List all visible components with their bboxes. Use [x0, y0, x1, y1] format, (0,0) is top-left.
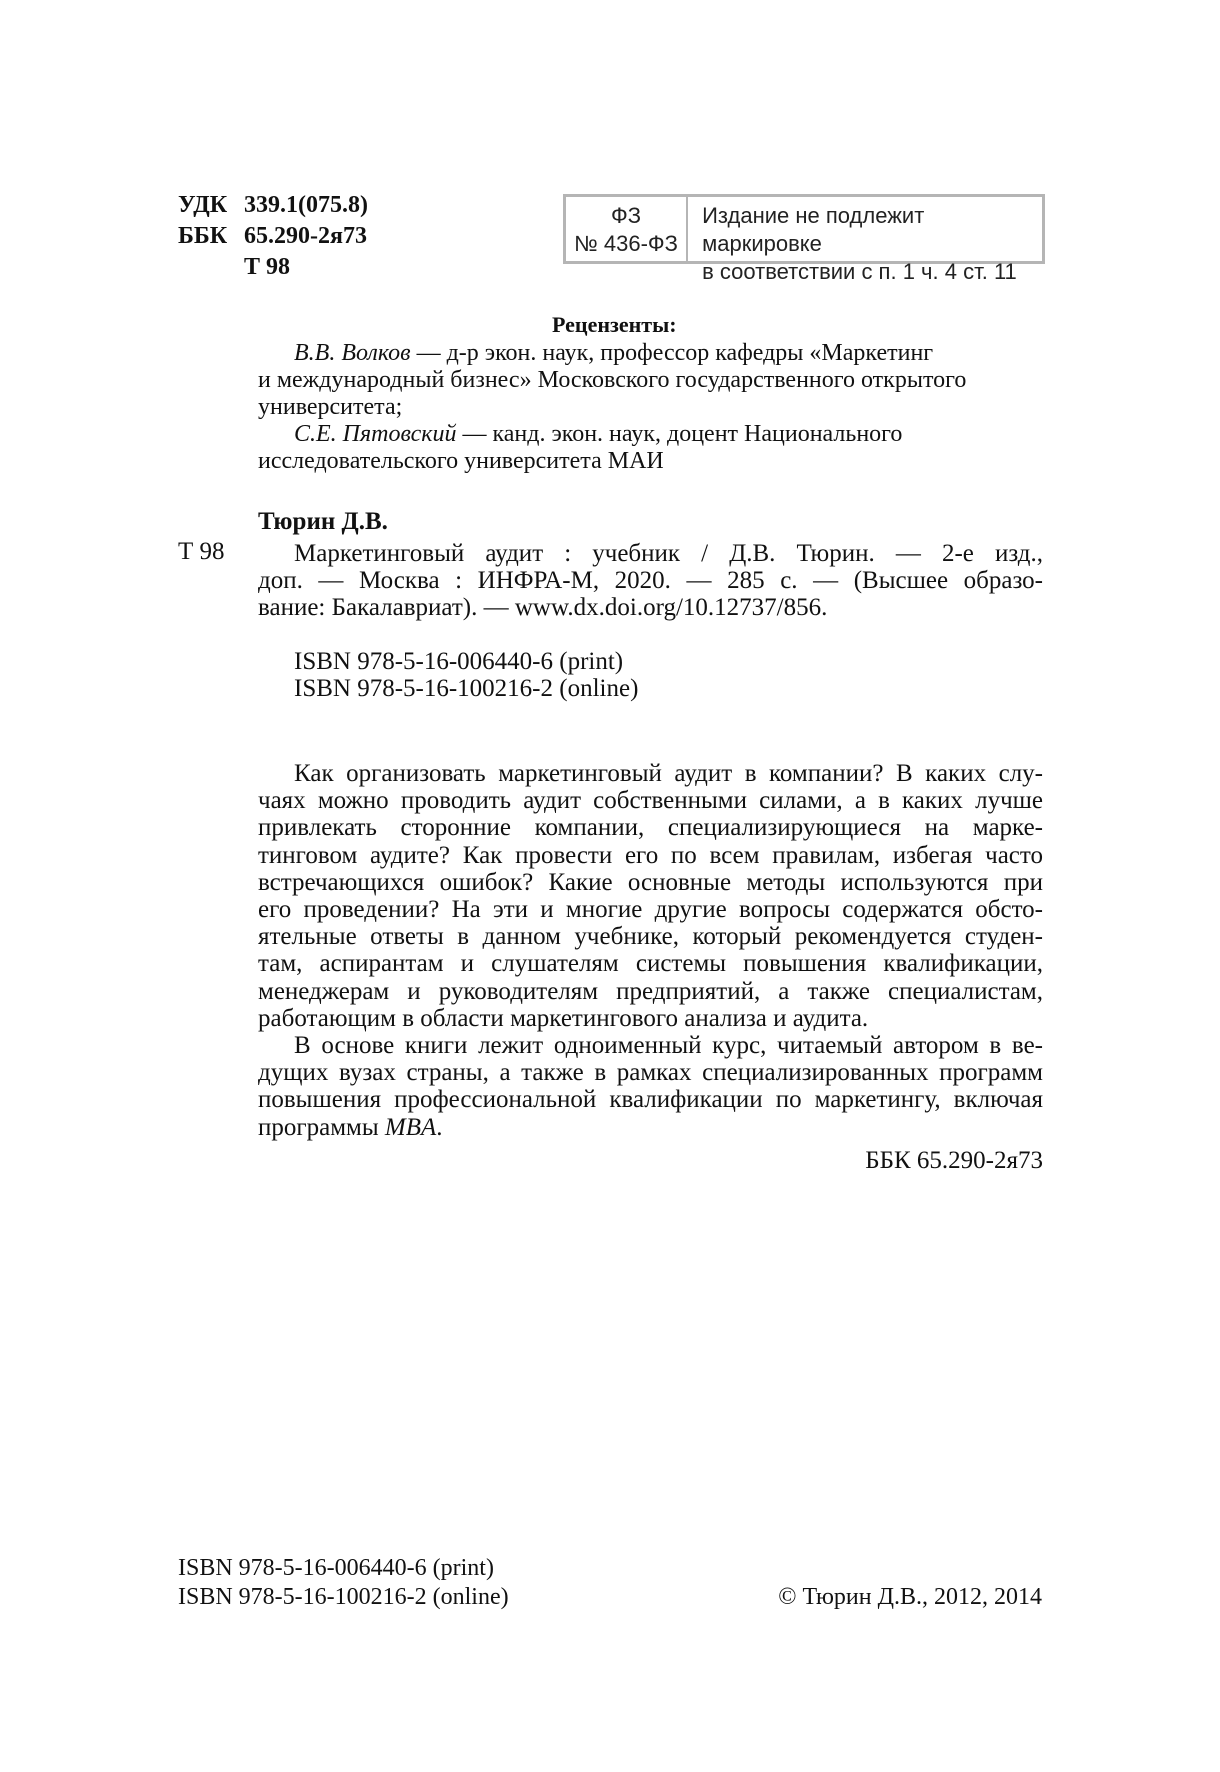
footer-isbn-print: ISBN 978-5-16-006440-6 (print) [178, 1555, 494, 1581]
annotation-p2-last-line: программы MBA. [258, 1113, 443, 1141]
footer-isbn-online: ISBN 978-5-16-100216-2 (online) [178, 1584, 509, 1610]
reviewer-1-name: В.В. Волков [294, 340, 411, 366]
reviewer-1-line-3: университета; [258, 394, 403, 420]
reviewer-2-line-1: С.Е. Пятовский — канд. экон. наук, доцент Национального [294, 421, 903, 447]
annotation-p1-line: его проведении? На эти и многие другие вопросы содержатся обсто- [258, 896, 1043, 924]
bbk-row [178, 221, 368, 252]
annotation-p1-line: работающим в области маркетингового анализа и аудита. [258, 1004, 869, 1032]
udk-row [178, 190, 368, 221]
author-mark: Т 98 [244, 254, 291, 280]
entry-line-2: доп. — Москва : ИНФРА-М, 2020. — 285 с. — (Высшее образо- [258, 567, 1043, 595]
annotation-p1-line: там, аспирантам и слушателям системы повышения квалификации, [258, 950, 1043, 978]
law-cell [566, 197, 688, 261]
entry-isbn-online: ISBN 978-5-16-100216-2 (online) [294, 674, 639, 702]
footer-copyright: © Тюрин Д.В., 2012, 2014 [778, 1584, 1042, 1610]
annotation-bbk: ББК 65.290-2я73 [865, 1146, 1043, 1174]
annotation-p1-line: тинговом аудите? Как провести его по всем правилам, избегая часто [258, 841, 1043, 869]
reviewers-list [258, 340, 1058, 475]
entry-line-1: Маркетинговый аудит : учебник / Д.В. Тюрин. — 2-е изд., [294, 540, 1043, 567]
entry-line-3: вание: Бакалавриат). — www.dx.doi.org/10.12737/856. [258, 594, 828, 622]
annotation-p2-line: дущих вузах страны, а также в рамках специализированных программ [258, 1059, 1043, 1087]
annotation-p2-line: В основе книги лежит одноименный курс, читаемый автором в ве- [294, 1032, 1043, 1060]
annotation-p1-line: привлекать сторонние компании, специализирующиеся на марке- [258, 814, 1043, 842]
reviewer-2-name: С.Е. Пятовский [294, 421, 457, 447]
annotation-p2-line: повышения профессиональной квалификации по маркетингу, включая [258, 1086, 1043, 1114]
note-line-2: в соответствии с п. 1 ч. 4 ст. 11 [702, 259, 1017, 284]
annotation-p1-line: ятельные ответы в данном учебнике, который рекомендуется студен- [258, 923, 1043, 951]
entry-author: Тюрин Д.В. [258, 508, 388, 535]
annotation [258, 760, 1043, 1174]
note-cell [688, 197, 1042, 284]
mba-text: MBA [384, 1113, 437, 1141]
footer-isbn [178, 1554, 509, 1612]
annotation-p1-line: Как организовать маркетинговый аудит в компании? В каких слу- [294, 760, 1043, 787]
entry-isbn-print: ISBN 978-5-16-006440-6 (print) [294, 647, 624, 675]
udk-label: УДК [178, 192, 228, 218]
annotation-p1-line: встречающихся ошибок? Какие основные методы используются при [258, 868, 1043, 896]
bbk-value: 65.290-2я73 [244, 223, 367, 249]
entry-description [258, 540, 1043, 702]
reviewers-title: Рецензенты: [552, 312, 677, 337]
annotation-p1-line: чаях можно проводить аудит собственными силами, а в каких лучше [258, 787, 1043, 815]
reviewer-1-line-1: В.В. Волков — д-р экон. наук, профессор кафедры «Маркетинг [294, 340, 934, 366]
law-line-1: ФЗ [611, 203, 642, 228]
reviewer-2-line-2: исследовательского университета МАИ [258, 448, 664, 474]
classification-block [178, 190, 368, 283]
bbk-label: ББК [178, 223, 228, 249]
law-line-2: № 436-ФЗ [574, 231, 678, 256]
author-mark-row [178, 252, 368, 283]
note-line-1: Издание не подлежит маркировке [702, 203, 925, 256]
udk-value: 339.1(075.8) [244, 192, 368, 218]
reviewer-1-line-2: и международный бизнес» Московского государственного открытого [258, 367, 967, 393]
annotation-p1-line: менеджерам и руководителям предприятий, а также специалистам, [258, 977, 1043, 1005]
entry-mark: Т 98 [178, 538, 225, 565]
age-marking-box [563, 194, 1045, 284]
